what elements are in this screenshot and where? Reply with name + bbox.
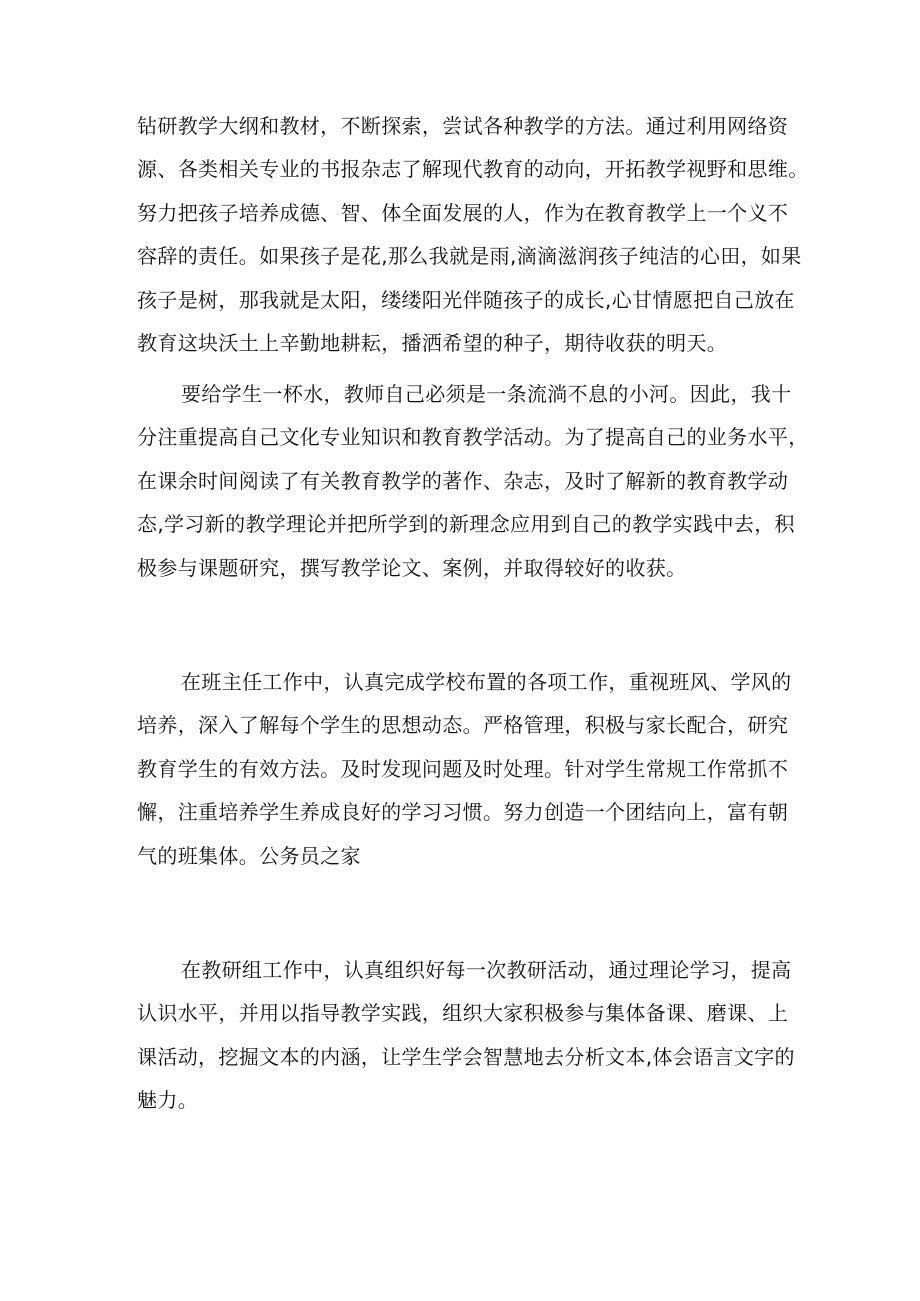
paragraph-4-line-2: 认识水平，并用以指导教学实践，组织大家积极参与集体备课、磨课、上 bbox=[137, 1001, 789, 1026]
paragraph-2-line-3: 在课余时间阅读了有关教育教学的著作、杂志，及时了解新的教育教学动 bbox=[137, 468, 789, 493]
paragraph-4 bbox=[137, 949, 797, 1123]
paragraph-3-line-2: 培养，深入了解每个学生的思想动态。严格管理，积极与家长配合，研究 bbox=[137, 713, 789, 738]
paragraph-1-line-1: 钻研教学大纲和教材，不断探索，尝试各种教学的方法。通过利用网络资 bbox=[137, 114, 789, 138]
paragraph-1 bbox=[137, 105, 809, 365]
paragraph-1-line-6: 教育这块沃土上辛勤地耕耘，播洒希望的种子，期待收获的明天。 bbox=[137, 330, 728, 355]
paragraph-2-line-5: 极参与课题研究，撰写教学论文、案例，并取得较好的收获。 bbox=[137, 555, 687, 580]
paragraph-2-line-1: 要给学生一杯水，教师自己必须是一条流淌不息的小河。因此，我十 bbox=[181, 382, 792, 406]
paragraph-1-line-5: 孩子是树，那我就是太阳，缕缕阳光伴随孩子的成长,心甘情愿把自己放在 bbox=[137, 287, 795, 312]
paragraph-3 bbox=[137, 661, 797, 878]
paragraph-2-line-4: 态,学习新的教学理论并把所学到的新理念应用到自己的教学实践中去，积 bbox=[137, 512, 795, 537]
paragraph-2-line-2: 分注重提高自己文化专业知识和教育教学活动。为了提高自己的业务水平， bbox=[137, 425, 809, 450]
paragraph-3-line-5: 气的班集体。公务员之家 bbox=[137, 843, 361, 868]
paragraph-4-line-1: 在教研组工作中，认真组织好每一次教研活动，通过理论学习，提高 bbox=[181, 958, 792, 982]
paragraph-4-line-3: 课活动，挖掘文本的内涵，让学生学会智慧地去分析文本,体会语言文字的 bbox=[137, 1044, 795, 1069]
paragraph-2 bbox=[137, 373, 809, 590]
paragraph-3-line-4: 懈，注重培养学生养成良好的学习习惯。努力创造一个团结向上，富有朝 bbox=[137, 800, 789, 825]
paragraph-1-line-4: 容辞的责任。如果孩子是花,那么我就是雨,滴滴滋润孩子纯洁的心田，如果 bbox=[137, 244, 802, 269]
paragraph-4-line-4: 魅力。 bbox=[137, 1088, 199, 1113]
paragraph-1-line-2: 源、各类相关专业的书报杂志了解现代教育的动向，开拓教学视野和思维。 bbox=[137, 157, 809, 182]
paragraph-3-line-1: 在班主任工作中，认真完成学校布置的各项工作，重视班风、学风的 bbox=[181, 670, 792, 694]
paragraph-3-line-3: 教育学生的有效方法。及时发现问题及时处理。针对学生常规工作常抓不 bbox=[137, 756, 789, 781]
paragraph-1-line-3: 努力把孩子培养成德、智、体全面发展的人，作为在教育教学上一个义不 bbox=[137, 200, 789, 225]
